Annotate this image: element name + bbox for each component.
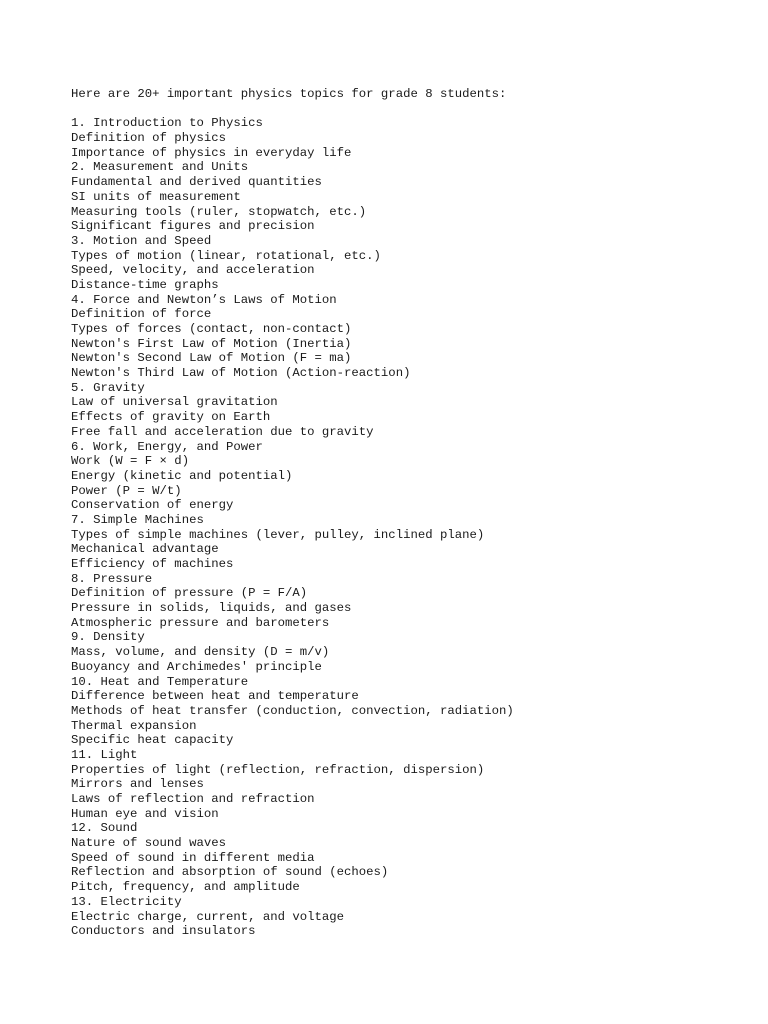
subtopic-item: Conductors and insulators bbox=[71, 924, 256, 939]
subtopic-item: Newton's Second Law of Motion (F = ma) bbox=[71, 351, 352, 366]
subtopic-item: Free fall and acceleration due to gravity bbox=[71, 424, 374, 439]
subtopic-item: Thermal expansion bbox=[71, 718, 197, 733]
subtopic-item: Fundamental and derived quantities bbox=[71, 175, 322, 190]
subtopic-item: Mirrors and lenses bbox=[71, 777, 204, 792]
subtopic-item: Newton's First Law of Motion (Inertia) bbox=[71, 336, 352, 351]
topic-heading: 13. Electricity bbox=[71, 894, 182, 909]
subtopic-item: Types of simple machines (lever, pulley, inclined plane) bbox=[71, 527, 485, 542]
subtopic-item: Atmospheric pressure and barometers bbox=[71, 615, 330, 630]
topic-heading: 7. Simple Machines bbox=[71, 512, 204, 527]
subtopic-item: Significant figures and precision bbox=[71, 219, 315, 234]
subtopic-item: Work (W = F × d) bbox=[71, 454, 190, 469]
topic-heading: 2. Measurement and Units bbox=[71, 160, 249, 175]
subtopic-item: Mechanical advantage bbox=[71, 542, 219, 557]
subtopic-item: Definition of force bbox=[71, 307, 212, 322]
topic-heading: 5. Gravity bbox=[71, 380, 145, 395]
subtopic-item: Measuring tools (ruler, stopwatch, etc.) bbox=[71, 204, 367, 219]
topic-heading: 1. Introduction to Physics bbox=[71, 116, 263, 131]
subtopic-item: Electric charge, current, and voltage bbox=[71, 909, 345, 924]
subtopic-item: Properties of light (reflection, refraction, dispersion) bbox=[71, 762, 485, 777]
subtopic-item: Pitch, frequency, and amplitude bbox=[71, 880, 300, 895]
topic-heading: 3. Motion and Speed bbox=[71, 233, 212, 248]
subtopic-item: Definition of physics bbox=[71, 131, 226, 146]
subtopic-item: Conservation of energy bbox=[71, 498, 234, 513]
subtopic-item: Speed of sound in different media bbox=[71, 850, 315, 865]
subtopic-item: Types of forces (contact, non-contact) bbox=[71, 322, 352, 336]
topic-heading: 6. Work, Energy, and Power bbox=[71, 439, 263, 454]
subtopic-item: Mass, volume, and density (D = m/v) bbox=[71, 645, 330, 660]
document-page bbox=[71, 87, 751, 939]
subtopic-item: Definition of pressure (P = F/A) bbox=[71, 586, 308, 601]
subtopic-item: Methods of heat transfer (conduction, convection, radiation) bbox=[71, 703, 514, 718]
subtopic-item: Buoyancy and Archimedes' principle bbox=[71, 659, 322, 674]
subtopic-item: Speed, velocity, and acceleration bbox=[71, 263, 315, 278]
topic-heading: 10. Heat and Temperature bbox=[71, 674, 249, 689]
subtopic-item: Importance of physics in everyday life bbox=[71, 145, 352, 160]
subtopic-item: Laws of reflection and refraction bbox=[71, 792, 315, 806]
subtopic-item: Power (P = W/t) bbox=[71, 483, 182, 498]
intro-text: Here are 20+ important physics topics for grade 8 students: bbox=[71, 87, 507, 101]
subtopic-item: Efficiency of machines bbox=[71, 557, 234, 571]
subtopic-item: Specific heat capacity bbox=[71, 733, 234, 748]
subtopic-item: Newton's Third Law of Motion (Action-reaction) bbox=[71, 366, 411, 381]
subtopic-item: Distance-time graphs bbox=[71, 277, 219, 292]
subtopic-item: Effects of gravity on Earth bbox=[71, 410, 271, 425]
topic-heading: 12. Sound bbox=[71, 821, 138, 836]
subtopic-item: Pressure in solids, liquids, and gases bbox=[71, 601, 352, 616]
topic-heading: 11. Light bbox=[71, 747, 138, 762]
subtopic-item: Types of motion (linear, rotational, etc.) bbox=[71, 248, 381, 263]
subtopic-item: Energy (kinetic and potential) bbox=[71, 468, 293, 483]
subtopic-item: Nature of sound waves bbox=[71, 836, 226, 851]
subtopic-item: SI units of measurement bbox=[71, 189, 241, 204]
topic-heading: 8. Pressure bbox=[71, 571, 153, 586]
topic-list bbox=[71, 116, 751, 939]
topic-heading: 9. Density bbox=[71, 630, 145, 645]
subtopic-item: Difference between heat and temperature bbox=[71, 689, 359, 704]
subtopic-item: Human eye and vision bbox=[71, 806, 219, 821]
subtopic-item: Reflection and absorption of sound (echoes) bbox=[71, 865, 389, 880]
topic-heading: 4. Force and Newton’s Laws of Motion bbox=[71, 292, 337, 307]
subtopic-item: Law of universal gravitation bbox=[71, 395, 278, 410]
